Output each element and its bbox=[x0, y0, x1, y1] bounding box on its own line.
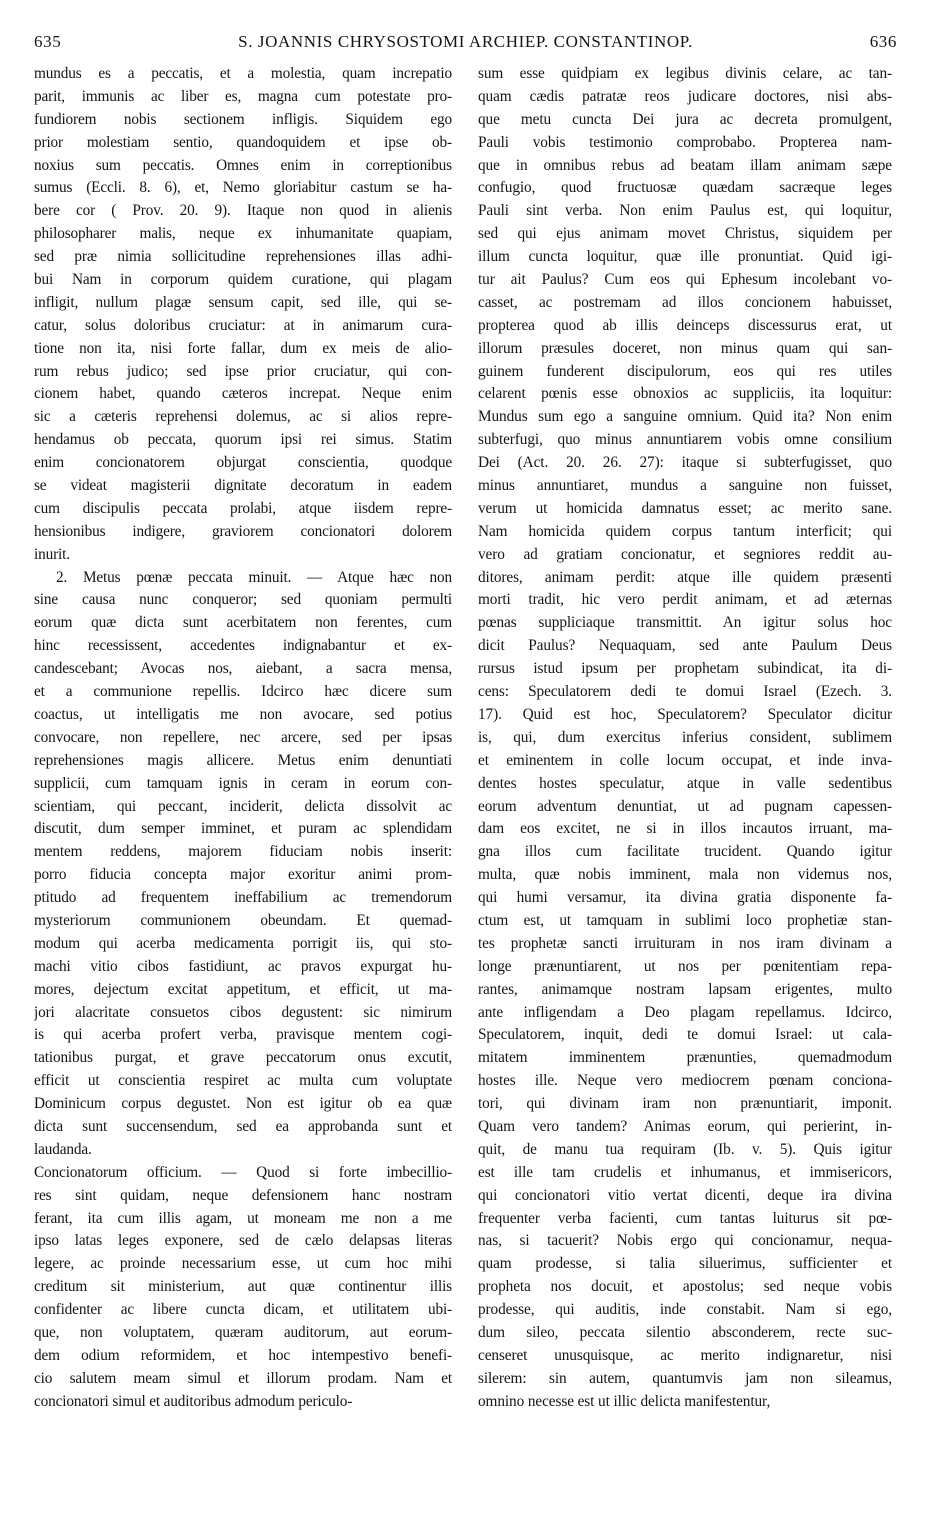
text-line: sum esse quidpiam ex legibus divinis celare, ac tan- bbox=[478, 65, 892, 82]
text-line: cionem habet, quando cæteros increpat. Neque enim bbox=[34, 385, 452, 403]
text-line: Dei (Act. 20. 26. 27): itaque si subterfugisset, quo bbox=[478, 454, 892, 472]
text-line: bere cor ( Prov. 20. 9). Itaque non quod in alienis bbox=[34, 202, 452, 220]
text-line: machi vitio cibos fastidiunt, ac pravos expurgat hu- bbox=[34, 957, 452, 975]
paragraph bbox=[478, 63, 892, 1414]
text-line: silerem: sin autem, quantumvis jam non sileamus, bbox=[478, 1369, 892, 1387]
paragraph bbox=[34, 63, 452, 567]
text-line: illorum præsules doceret, non minus quam qui san- bbox=[478, 339, 892, 357]
text-line: ante infligendam a Deo plagam repellamus. Idcirco, bbox=[478, 1003, 892, 1021]
text-line: ditores, animam perdit: atque ille quidem præsenti bbox=[478, 568, 892, 586]
text-line: scientiam, qui peccant, inciderit, delicta dissolvit ac bbox=[34, 797, 452, 815]
text-line: nas, si tacuerit? Nobis ergo qui concionamur, nequa- bbox=[478, 1232, 892, 1250]
text-line: candescebant; Avocas nos, aiebant, a sacra mensa, bbox=[34, 660, 452, 678]
text-line: rursus istud ipsum per prophetam subindicat, ita di- bbox=[478, 660, 892, 678]
text-line: inurit. bbox=[34, 545, 70, 563]
text-line: celarent pœnis esse obnoxios ac suppliciis, ita loquitur: bbox=[478, 385, 892, 403]
paragraph bbox=[34, 567, 452, 1162]
text-line: propterea quod ab illis deinceps discessurus erat, ut bbox=[478, 316, 892, 334]
text-line: hostes ille. Neque vero mediocrem pœnam conciona- bbox=[478, 1072, 892, 1090]
text-line: quit, de manu tua requiram (Ib. v. 5). Quis igitur bbox=[478, 1140, 892, 1158]
text-line: longe prænuntiarent, ut nos per pœnitentiam repa- bbox=[478, 957, 892, 975]
text-line: mores, dejectum excitat appetitum, et efficit, ut ma- bbox=[34, 980, 452, 998]
text-line: bui Nam in corporum quidem curatione, qui plagam bbox=[34, 271, 452, 289]
text-line: 2. Metus pœnæ peccata minuit. — Atque hæc non bbox=[56, 568, 452, 586]
text-line: jori alacritate consuetos cibos degustent: sic nimirum bbox=[34, 1003, 452, 1021]
text-line: prior molestiam sentio, quandoquidem et ipse ob- bbox=[34, 133, 452, 151]
text-line: qui humi versamur, ita divina gratia disponente fa- bbox=[478, 889, 892, 907]
text-line: et eminentem in colle locum occupat, et inde inva- bbox=[478, 751, 892, 769]
text-line: porro fiducia concepta major exoritur animi prom- bbox=[34, 866, 452, 884]
text-line: infligit, nullum plagæ sensum capit, sed ille, qui se- bbox=[34, 293, 452, 311]
text-line: Mundus sum ego a sanguine omnium. Quid ita? Non enim bbox=[478, 408, 892, 426]
text-line: noxius sum peccatis. Omnes enim in correptionibus bbox=[34, 156, 452, 174]
text-line: dum sileo, peccata silentio absconderem, recte suc- bbox=[478, 1323, 892, 1341]
text-line: sine causa nunc conqueror; sed quoniam permulti bbox=[34, 591, 452, 609]
text-line: cio salutem meam simul et illorum prodam. Nam et bbox=[34, 1369, 452, 1387]
text-line: hendamus ob peccata, quorum ipsi rei simus. Statim bbox=[34, 431, 452, 449]
text-line: supplicii, cum tamquam ignis in ceram in eorum con- bbox=[34, 774, 452, 792]
text-line: tori, qui divinam iram non prænuntiarit, imponit. bbox=[478, 1095, 892, 1113]
paragraph bbox=[34, 1162, 452, 1414]
text-line: que metu cuncta Dei jura ac decreta promulgent, bbox=[478, 110, 892, 128]
text-line: dicta sunt succensendum, sed ea approbanda sunt et bbox=[34, 1117, 452, 1135]
text-line: sed qui ejus animam movet Christus, siquidem per bbox=[478, 225, 892, 243]
text-line: is, qui, dum exercitus inferius consident, sublimem bbox=[478, 728, 892, 746]
right-column bbox=[478, 63, 892, 1414]
text-line: tur ait Paulus? Cum eos qui Ephesum incolebant vo- bbox=[478, 271, 892, 289]
text-line: subterfugi, quo minus annuntiarem vobis omne consilium bbox=[478, 431, 892, 449]
text-line: Nam homicida quidem corpus tantum interficit; qui bbox=[478, 522, 892, 540]
running-header bbox=[34, 32, 897, 58]
text-line: eorum quæ dicta sunt acerbitatem non ferentes, cum bbox=[34, 614, 452, 632]
text-line: quam cædis patratæ reos judicare doctores, nisi abs- bbox=[478, 87, 892, 105]
text-line: catur, solus doloribus cruciatur: at in animarum cura- bbox=[34, 316, 452, 334]
text-line: dicit Paulus? Nequaquam, sed ante Paulum Deus bbox=[478, 637, 892, 655]
text-line: verum ut homicida damnatus esset; ac merito sane. bbox=[478, 499, 892, 517]
text-line: creditum sit ministerium, aut quæ continentur illis bbox=[34, 1278, 452, 1296]
text-line: efficit ut conscientia respiret ac multa cum voluptate bbox=[34, 1072, 452, 1090]
text-line: gna illos cum facilitate trucident. Quando igitur bbox=[478, 843, 892, 861]
text-line: Pauli vobis testimonio comprobabo. Propterea nam- bbox=[478, 133, 892, 151]
text-line: mitatem imminentem prænunties, quemadmodum bbox=[478, 1049, 892, 1067]
text-line: se videat magisterii dignitate decoratum in eadem bbox=[34, 477, 452, 495]
text-line: dam eos excitet, ne si in illos incautos irruant, ma- bbox=[478, 820, 892, 838]
text-line: casset, ac postremam ad illos concionem habuisset, bbox=[478, 293, 892, 311]
text-line: hensionibus indigere, graviorem concionatori dolorem bbox=[34, 522, 452, 540]
text-line: omnino necesse est ut illic delicta manifestentur, bbox=[478, 1392, 771, 1410]
text-line: dem odium reformidem, et hoc intempestivo benefi- bbox=[34, 1346, 452, 1364]
text-line: Pauli sint verba. Non enim Paulus est, qui loquitur, bbox=[478, 202, 892, 220]
text-line: qui concionatori vitio vertat dicenti, deque ira divina bbox=[478, 1186, 892, 1204]
text-line: sed præ nimia sollicitudine reprehensiones illas adhi- bbox=[34, 248, 452, 266]
text-line: ipso latas leges exponere, sed de cælo delapsas literas bbox=[34, 1232, 452, 1250]
text-line: sic a cæteris reprehensi dolemus, ac si alios repre- bbox=[34, 408, 452, 426]
text-line: eorum adventum denuntiat, ut ad pugnam capessen- bbox=[478, 797, 892, 815]
text-line: propheta nos docuit, et apostolus; sed neque vobis bbox=[478, 1278, 892, 1296]
text-line: morti tradit, hic vero perdit animam, et ad æternas bbox=[478, 591, 892, 609]
text-line: rantes, animamque nostram lapsam erigentes, multo bbox=[478, 980, 892, 998]
text-line: tationibus purgat, et grave peccatorum onus excutit, bbox=[34, 1049, 452, 1067]
text-line: illum cuncta loquitur, quæ ille pronuntiat. Quid igi- bbox=[478, 248, 892, 266]
text-line: legere, ac proinde necessarium esse, ut cum hoc mihi bbox=[34, 1255, 452, 1273]
text-line: frequenter verba facienti, cum tantas luiturus sit pœ- bbox=[478, 1209, 892, 1227]
text-line: concionatori simul et auditoribus admodum periculo- bbox=[34, 1392, 353, 1410]
text-line: philosopharer malis, neque ex inhumanitate quapiam, bbox=[34, 225, 452, 243]
text-line: mysteriorum communionem obeundam. Et quemad- bbox=[34, 911, 452, 929]
text-line: et a communione repellis. Idcirco hæc dicere sum bbox=[34, 683, 452, 701]
text-line: cens: Speculatorem dedi te domui Israel (Ezech. 3. bbox=[478, 683, 892, 701]
text-line: ctum est, ut tamquam in sublimi loco prophetiæ stan- bbox=[478, 911, 892, 929]
text-line: que, non voluptatem, quæram auditorum, aut eorum- bbox=[34, 1323, 452, 1341]
text-line: convocare, non repellere, nec arcere, sed per ipsas bbox=[34, 728, 452, 746]
text-line: fundiorem nobis sectionem infligis. Siquidem ego bbox=[34, 110, 452, 128]
text-line: vero ad gratiam concionatur, et segniores reddit au- bbox=[478, 545, 892, 563]
text-line: parit, immunis ac liber es, magna cum potestate pro- bbox=[34, 87, 452, 105]
text-line: multa, quæ nobis imminent, mala non videmus nos, bbox=[478, 866, 892, 884]
left-column bbox=[34, 63, 452, 1414]
text-line: is qui acerba profert verba, pravisque mentem cogi- bbox=[34, 1026, 452, 1044]
text-line: res sint quidam, neque defensionem hanc nostram bbox=[34, 1186, 452, 1204]
text-line: Dominicum corpus degustet. Non est igitur ob ea quæ bbox=[34, 1095, 452, 1113]
text-line: est ille tam crudelis et inhumanus, et immisericors, bbox=[478, 1163, 892, 1181]
text-line: Concionatorum officium. — Quod si forte imbecillio- bbox=[34, 1163, 452, 1181]
text-line: sumus (Eccli. 8. 6), et, Nemo gloriabitur castum se ha- bbox=[34, 179, 452, 197]
text-line: coactus, ut intelligatis me non avocare, sed potius bbox=[34, 705, 452, 723]
text-line: ptitudo ad frequentem ineffabilium ac tremendorum bbox=[34, 889, 452, 907]
text-line: rum rebus judico; sed ipse prior cruciatur, qui con- bbox=[34, 362, 452, 380]
text-line: laudanda. bbox=[34, 1140, 92, 1158]
text-line: reprehensiones magis allicere. Metus enim denuntiati bbox=[34, 751, 452, 769]
text-line: dentes hostes speculatur, atque in valle sedentibus bbox=[478, 774, 892, 792]
text-line: ferant, ita cum illis agam, ut moneam me non a me bbox=[34, 1209, 452, 1227]
text-line: mentem reddens, majorem fiduciam nobis inserit: bbox=[34, 843, 452, 861]
text-line: confidenter ac libere cuncta dicam, et utilitatem ubi- bbox=[34, 1301, 452, 1319]
text-line: hinc recessissent, accedentes indignabantur et ex- bbox=[34, 637, 452, 655]
text-line: censeret unusquisque, ac merito indignaretur, nisi bbox=[478, 1346, 892, 1364]
text-line: Speculatorem, inquit, dedi te domui Israel: ut cala- bbox=[478, 1026, 892, 1044]
text-line: que in omnibus rebus ad beatam illam animam sæpe bbox=[478, 156, 892, 174]
text-line: guinem funderent discipulorum, eos qui res utiles bbox=[478, 362, 892, 380]
text-line: pœnas suppliciaque transmittit. An igitur solus hoc bbox=[478, 614, 892, 632]
running-title: S. JOANNIS CHRYSOSTOMI ARCHIEP. CONSTANTINOP. bbox=[238, 32, 693, 51]
page-number-left: 635 bbox=[34, 32, 62, 51]
text-line: quam prodesse, si talia siluerimus, sufficienter et bbox=[478, 1255, 892, 1273]
text-line: tione non ita, nisi forte fallar, dum ex meis de alio- bbox=[34, 339, 452, 357]
text-line: 17). Quid est hoc, Speculatorem? Speculator dicitur bbox=[478, 705, 892, 723]
text-line: mundus es a peccatis, et a molestia, quam increpatio bbox=[34, 65, 452, 82]
text-line: Quam vero tandem? Animas eorum, qui perierint, in- bbox=[478, 1117, 892, 1135]
text-line: confugio, quod fructuosæ quædam sacræque leges bbox=[478, 179, 892, 197]
page-number-right: 636 bbox=[869, 32, 897, 51]
text-line: prodesse, qui auditis, inde constabit. Nam si ego, bbox=[478, 1301, 892, 1319]
text-line: minus annuntiaret, mundus a sanguine non fuisset, bbox=[478, 477, 892, 495]
text-line: discutit, dum semper imminet, et puram ac splendidam bbox=[34, 820, 452, 838]
text-line: cum discipulis peccata prolabi, atque iisdem repre- bbox=[34, 499, 452, 517]
text-line: enim concionatorem objurgat conscientia, quodque bbox=[34, 454, 452, 472]
text-line: modum qui acerba medicamenta porrigit iis, qui sto- bbox=[34, 934, 452, 952]
text-line: tes prophetæ sancti irruituram in nos iram divinam a bbox=[478, 934, 892, 952]
